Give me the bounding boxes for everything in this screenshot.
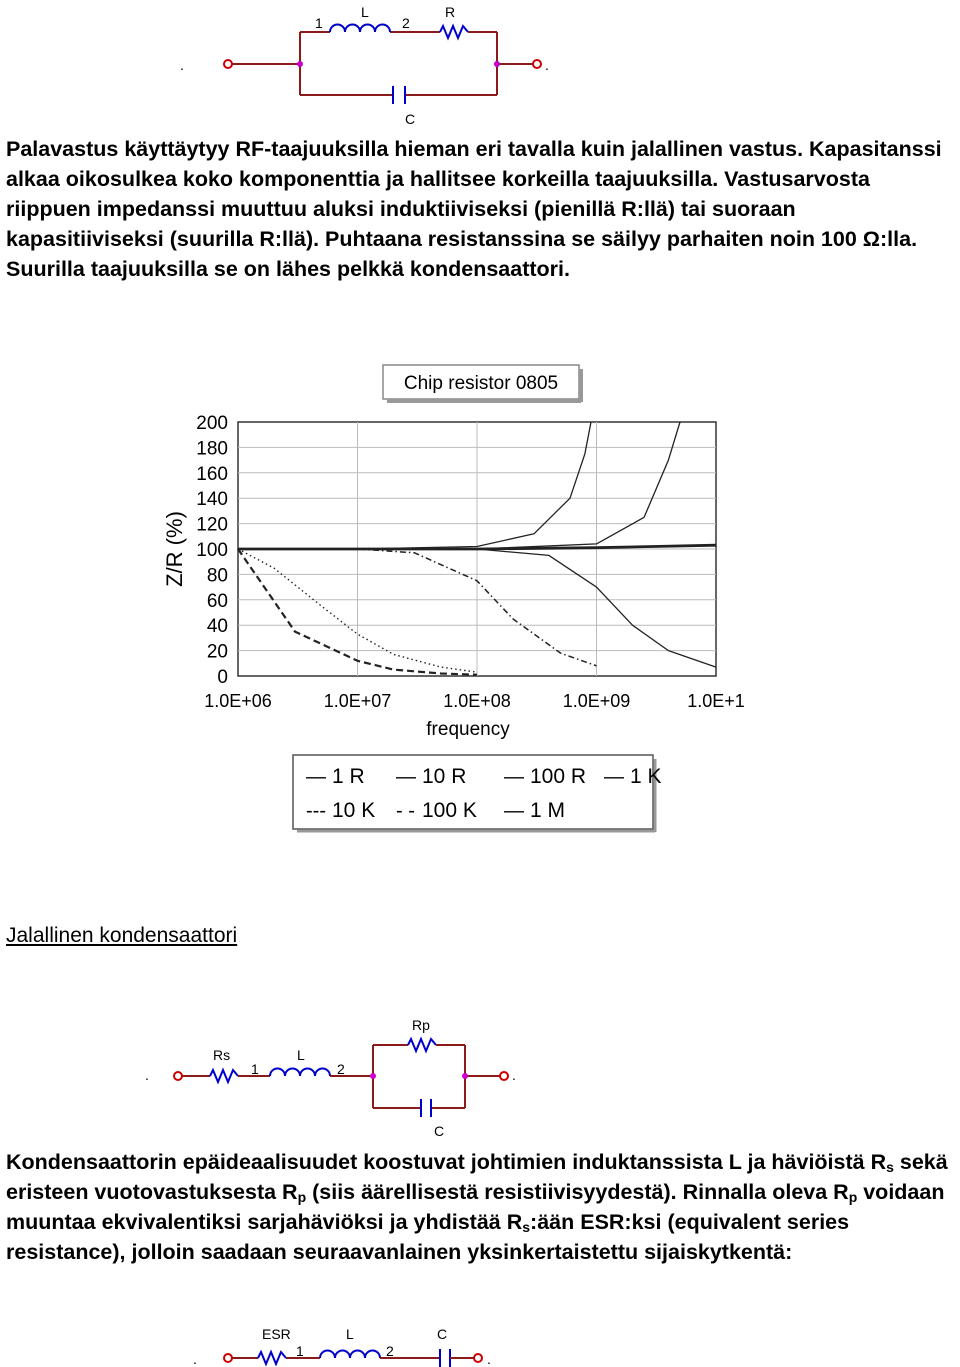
x-tick-label: 1.0E+08 (443, 691, 511, 711)
subscript: s (886, 1159, 894, 1175)
y-tick-label: 100 (196, 540, 228, 561)
legend-label: 10 K (332, 799, 376, 822)
legend-marker: — (306, 766, 326, 788)
y-tick-label: 40 (206, 616, 228, 638)
inductor-label: L (297, 1047, 305, 1063)
text-segment: Kondensaattorin epäideaalisuudet koostuvat johtimien induktanssista L ja häviöistä R (6, 1150, 887, 1174)
text-segment: voidaan muuntaa ekvivalentiksi sarjahäviöksi ja yhdistää R (6, 1180, 945, 1234)
capacitor-label: C (437, 1326, 448, 1342)
circuit-diagram-1 (0, 0, 960, 130)
y-tick-label: 180 (196, 438, 228, 460)
junction-node (370, 1073, 376, 1079)
legend-label: 10 R (422, 765, 467, 788)
terminal-left (174, 1072, 182, 1080)
rp-label: Rp (412, 1017, 430, 1033)
y-tick-label: 200 (196, 413, 228, 434)
left-terminal-dot: . (193, 1351, 197, 1367)
pin-1-label: 1 (251, 1061, 259, 1077)
y-tick-label: 0 (217, 667, 228, 688)
right-terminal-dot: . (545, 57, 549, 73)
legend-label: 1 M (530, 799, 566, 822)
inductor-symbol (330, 25, 390, 32)
y-tick-label: 20 (206, 641, 228, 663)
pin-1-label: 1 (315, 15, 323, 31)
y-tick-label: 60 (206, 590, 228, 612)
paragraph-chip-resistor: Palavastus käyttäytyy RF-taajuuksilla hieman eri tavalla kuin jalallinen vastus. Kapasitanssi alkaa oikosulkea koko komponenttia ja hallitsee korkeilla taajuuksilla. Vastusarvosta riippuen impedanssi muuttuu aluksi induktiiviseksi (pienillä R:llä) tai suoraan kapasitiiviseksi (suurilla R:llä). Puhtaana resistanssina se säilyy parhaiten noin 100 Ω:lla. Suurilla taajuuksilla se on lähes pelkkä kondensaattori. (6, 137, 942, 281)
terminal-left (224, 60, 232, 68)
text-segment: sekä eristeen vuotovastuksesta R (6, 1150, 948, 1204)
esr-label: ESR (262, 1326, 291, 1342)
left-terminal-dot: . (145, 1067, 149, 1083)
esr-resistor-symbol (258, 1352, 286, 1364)
pin-2-label: 2 (386, 1343, 394, 1359)
x-tick-label: 1.0E+09 (562, 691, 631, 711)
legend-marker: — (604, 766, 624, 788)
subscript: s (522, 1219, 531, 1235)
legend-marker: — (504, 766, 524, 788)
y-axis-label: Z/R (%) (162, 511, 187, 587)
inductor-label: L (346, 1326, 354, 1342)
junction-node (462, 1073, 468, 1079)
capacitor-label: C (434, 1123, 445, 1139)
legend-marker: --- (306, 800, 326, 822)
inductor-symbol (320, 1351, 380, 1359)
pin-2-label: 2 (402, 15, 410, 31)
pin-2-label: 2 (337, 1061, 345, 1077)
rs-label: Rs (213, 1047, 231, 1063)
x-tick-label: 1.0E+06 (204, 691, 272, 711)
terminal-right (533, 60, 541, 68)
right-terminal-dot: . (512, 1067, 516, 1083)
junction-node (297, 61, 303, 67)
left-terminal-dot: . (180, 57, 184, 73)
chart-title: Chip resistor 0805 (403, 373, 559, 394)
y-tick-label: 120 (196, 514, 228, 536)
legend-label: 1 K (630, 765, 662, 788)
terminal-right (474, 1354, 482, 1362)
subscript: p (297, 1189, 307, 1205)
inductor-label: L (361, 4, 369, 20)
y-tick-label: 140 (196, 489, 228, 511)
legend-marker: — (396, 766, 416, 788)
rp-resistor-symbol (408, 1039, 436, 1051)
terminal-left (224, 1354, 232, 1362)
subscript: p (848, 1189, 858, 1205)
legend-marker: - - (396, 800, 415, 822)
x-tick-label: 1.0E+1 (687, 691, 745, 711)
y-tick-label: 80 (206, 565, 228, 587)
rs-resistor-symbol (210, 1070, 238, 1082)
terminal-right (500, 1072, 508, 1080)
resistor-label: R (445, 4, 456, 20)
circuit-diagram-2 (0, 1010, 960, 1140)
pin-1-label: 1 (296, 1343, 304, 1359)
inductor-symbol (270, 1069, 330, 1077)
chip-resistor-chart (150, 335, 790, 860)
legend-label: 1 R (332, 765, 365, 788)
paragraph-capacitor-nonidealities (6, 1147, 958, 1267)
resistor-symbol (440, 26, 468, 38)
heading-capacitor: Jalallinen kondensaattori (6, 924, 238, 947)
junction-node (494, 61, 500, 67)
circuit-diagram-3 (0, 1320, 960, 1367)
text-segment: :ään ESR:ksi (equivalent series resistance), jolloin saadaan seuraavanlainen yksinkertaistettu sijaiskytkentä: (6, 1210, 850, 1264)
x-axis-label: frequency (426, 719, 510, 740)
y-tick-label: 160 (196, 463, 228, 485)
text-segment: (siis äärellisestä resistiivisyydestä). Rinnalla oleva R (306, 1180, 849, 1204)
legend-label: 100 K (422, 799, 477, 822)
x-tick-label: 1.0E+07 (323, 691, 392, 711)
capacitor-label: C (405, 111, 416, 127)
legend-label: 100 R (530, 765, 587, 788)
legend-marker: — (504, 800, 524, 822)
right-terminal-dot: . (487, 1351, 491, 1367)
